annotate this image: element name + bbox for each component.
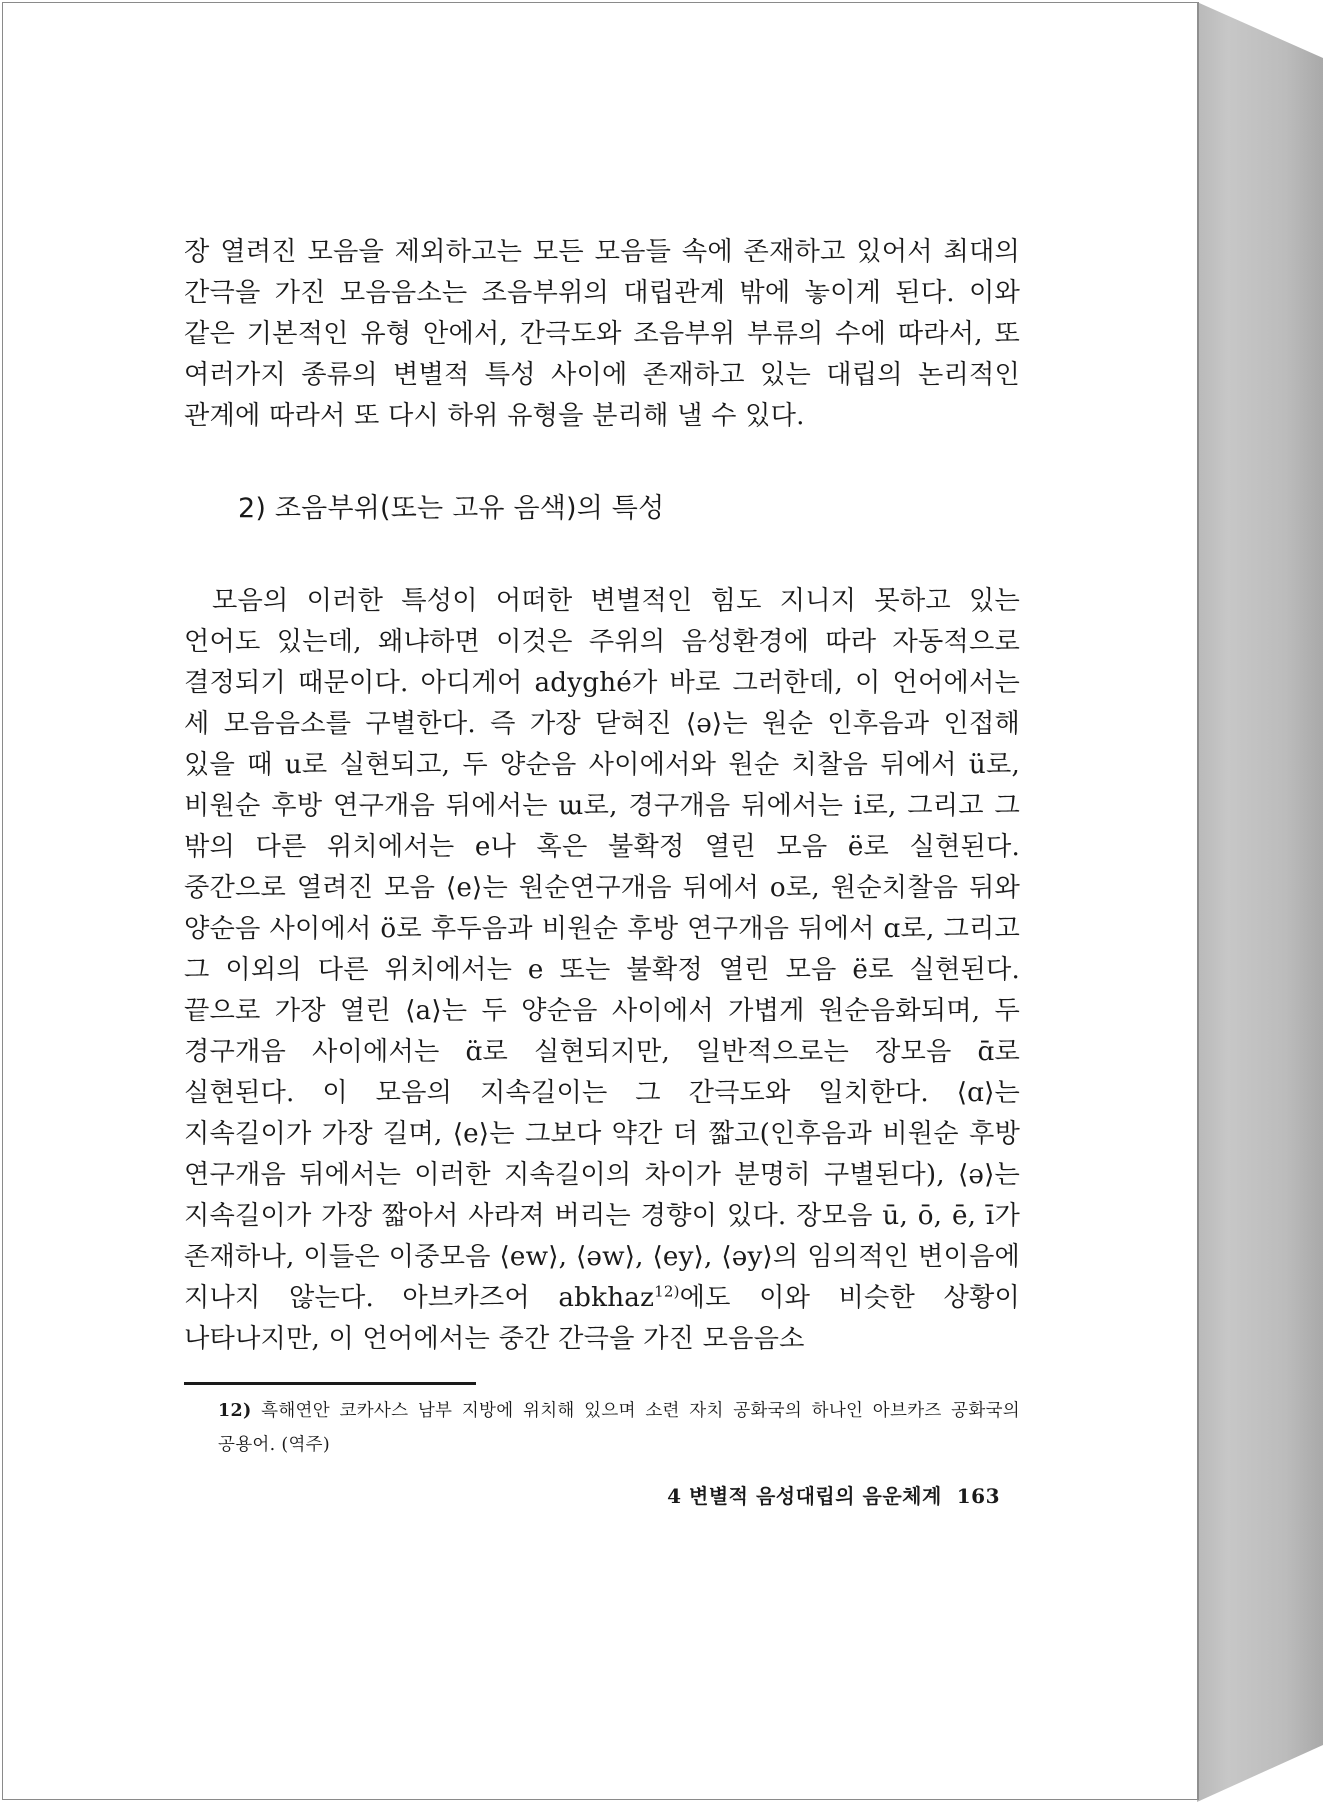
paragraph-2-part-2: 에도 이와 비슷한 상황이 나타나지만, 이 언어에서는 중간 간극을 가진 모음음소 xyxy=(184,1283,1020,1354)
footer-chapter-title: 4 변별적 음성대립의 음운체계 xyxy=(667,1484,942,1508)
footnote-number: 12) xyxy=(218,1401,252,1421)
paragraph-2-part-1: 모음의 이러한 특성이 어떠한 변별적인 힘도 지니지 못하고 있는 언어도 있는데, 왜냐하면 이것은 주위의 음성환경에 따라 자동적으로 결정되기 때문이다. 아디게어 adyghé가 바로 그러한데, 이 언어에서는 세 모음음소를 구별한다. 즉 가장 닫혀진 ⟨ə⟩는 원순 인후음과 인접해 있을 때 u로 실현되고, 두 양순음 사이에서와 원순 치찰음 뒤에서 ü로, 비원순 후방 연구개음 뒤에서는 ɯ로, 경구개음 뒤에서는 i로, 그리고 그 밖의 다른 위치에서는 e나 혹은 불확정 열린 모음 ë로 실현된다. 중간으로 열려진 모음 ⟨e⟩는 원순연구개음 뒤에서 o로, 원순치찰음 뒤와 양순음 사이에서 ö로 후두음과 비원순 후방 연구개음 뒤에서 ɑ로, 그리고 그 이외의 다른 위치에서는 e 또는 불확정 열린 모음 ë로 실현된다. 끝으로 가장 열린 ⟨a⟩는 두 양순음 사이에서 가볍게 원순음화되며, 두 경구개음 사이에서는 ɑ̈로 실현되지만, 일반적으로는 장모음 ɑ̄로 실현된다. 이 모음의 지속길이는 그 간극도와 일치한다. ⟨ɑ⟩는 지속길이가 가장 길며, ⟨e⟩는 그보다 약간 더 짧고(인후음과 비원순 후방 연구개음 뒤에서는 이러한 지속길이의 차이가 분명히 구별된다), ⟨ə⟩는 지속길이가 가장 짧아서 사라져 버리는 경향이 있다. 장모음 ū, ō, ē, ī가 존재하나, 이들은 이중모음 ⟨ew⟩, ⟨əw⟩, ⟨ey⟩, ⟨əy⟩의 임의적인 변이음에 지나지 않는다. 아브카즈어 abkhaz xyxy=(184,586,1020,1313)
page-number: 163 xyxy=(956,1484,1000,1508)
page-body xyxy=(184,232,1020,1360)
book-spine-edge xyxy=(1197,2,1199,1800)
footnote-divider xyxy=(184,1382,476,1385)
section-heading: 2) 조음부위(또는 고유 음색)의 특성 xyxy=(238,493,665,524)
footnote-text: 흑해연안 코카사스 남부 지방에 위치해 있으며 소련 자치 공화국의 하나인 아브카즈 공화국의 공용어. (역주) xyxy=(218,1401,1020,1455)
page-footer xyxy=(560,1480,1000,1509)
paragraph-1: 장 열려진 모음을 제외하고는 모든 모음들 속에 존재하고 있어서 최대의 간극을 가진 모음음소는 조음부위의 대립관계 밖에 놓이게 된다. 이와 같은 기본적인 유형 안에서, 간극도와 조음부위 부류의 수에 따라서, 또 여러가지 종류의 변별적 특성 사이에 존재하고 있는 대립의 논리적인 관계에 따라서 또 다시 하위 유형을 분리해 낼 수 있다. xyxy=(184,237,1020,431)
footnote xyxy=(218,1394,1020,1462)
book-spine xyxy=(1197,2,1323,1802)
footnote-reference: 12) xyxy=(654,1282,680,1301)
paragraph-2 xyxy=(184,581,1020,1360)
